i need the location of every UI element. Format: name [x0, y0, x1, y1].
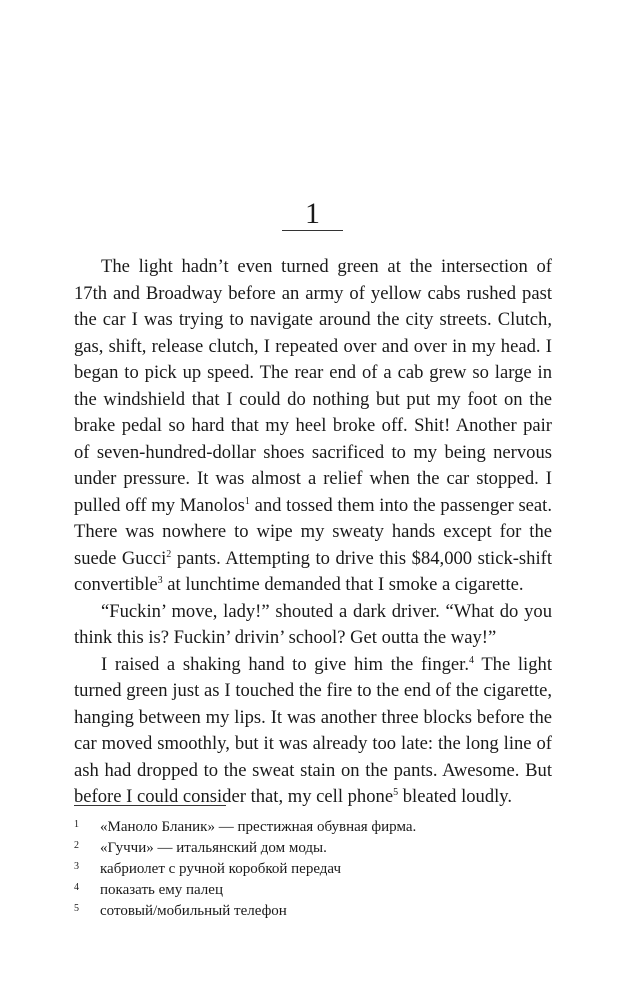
paragraph-text: The light turned green just as I touched the fire to the end of the cigarette, hanging between my lips. It was another three blocks before the car moved smoothly, but it was already too late: the long line of ash had dropped to the sweat stain on the pants. Awesome. But before I could consider that, my cell phone — [74, 653, 552, 807]
footnotes-list — [74, 817, 552, 922]
footnote — [74, 901, 552, 922]
footnote-text: кабриолет с ручной коробкой передач — [100, 861, 342, 877]
paragraph-text: and tossed them into the passenger seat. There was nowhere to wipe my sweaty hands except for the suede Gucci — [74, 494, 552, 569]
paragraph-text: I raised a shaking hand to give him the finger. — [101, 653, 469, 675]
footnote-divider — [74, 805, 226, 806]
paragraph — [74, 599, 552, 652]
footnote — [74, 880, 552, 901]
footnote-number: 1 — [74, 819, 79, 830]
footnote-number: 4 — [74, 882, 79, 893]
footnote-text: сотовый/мобильный телефон — [100, 903, 287, 919]
paragraph — [74, 652, 552, 811]
footnote-number: 2 — [74, 840, 79, 851]
chapter-number: 1 — [305, 197, 320, 230]
footnote-number: 5 — [74, 903, 79, 914]
paragraph-text: “Fuckin’ move, lady!” shouted a dark driver. “What do you think this is? Fuckin’ drivin’ school? Get outta the way!” — [74, 600, 552, 648]
chapter-divider — [282, 230, 343, 231]
footnote-reference: 1 — [244, 495, 250, 507]
footnote-text: «Гуччи» — итальянский дом моды. — [100, 840, 327, 856]
footnote-reference: 2 — [166, 548, 172, 560]
paragraph-text: pants. Attempting to drive this $84,000 stick-shift convertible — [74, 547, 552, 595]
body-text — [74, 254, 552, 811]
paragraph-text: bleated loudly. — [398, 786, 513, 807]
footnote-text: показать ему палец — [100, 882, 223, 898]
footnote-reference: 4 — [468, 654, 474, 666]
paragraph — [74, 254, 552, 599]
footnote — [74, 817, 552, 838]
footnote — [74, 859, 552, 880]
footnote — [74, 838, 552, 859]
footnote-reference: 5 — [393, 787, 399, 798]
paragraph-text: at lunchtime demanded that I smoke a cigarette. — [162, 574, 524, 595]
footnote-text: «Маноло Бланик» — престижная обувная фирма. — [100, 819, 417, 835]
footnote-reference: 3 — [157, 575, 163, 586]
footnote-number: 3 — [74, 861, 79, 872]
paragraph-text: The light hadn’t even turned green at the intersection of 17th and Broadway before an army of yellow cabs rushed past the car I was trying to navigate around the city streets. Clutch, gas, shift, release clutch, I repeated over and over in my head. I began to pick up speed. The rear end of a cab grew so large in the windshield that I could do nothing but put my foot on the brake pedal so hard that my heel broke off. Shit! Another pair of seven-hundred-dollar shoes sacrificed to my being nervous under pressure. It was almost a relief when the car stopped. I pulled off my Manolos — [74, 256, 552, 516]
